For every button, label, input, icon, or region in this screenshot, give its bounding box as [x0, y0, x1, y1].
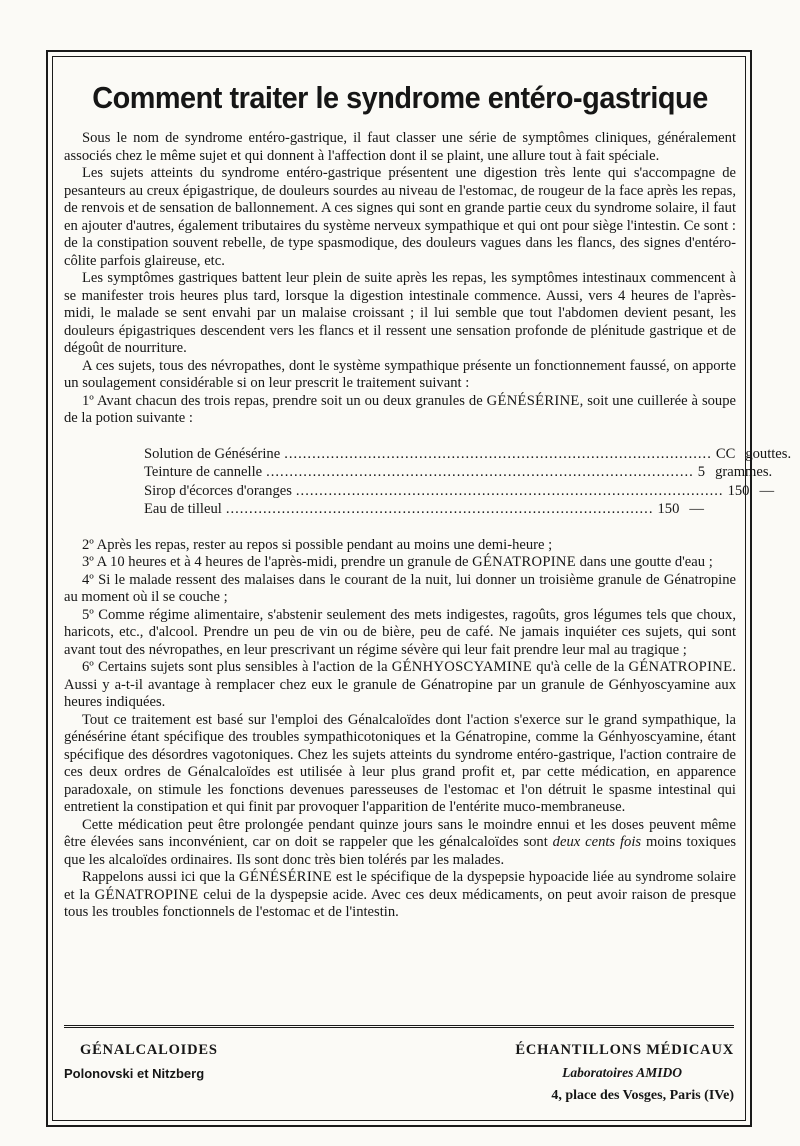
footer [64, 1040, 734, 1110]
formula-quantity: 5 [697, 464, 706, 481]
footer-makers: Polonovski et Nitzberg [64, 1066, 205, 1081]
leader-dots: ............................................................................................ [266, 464, 694, 481]
formula-quantity: 150 [727, 482, 750, 499]
formula-unit: — [689, 501, 704, 518]
paragraph-summary: Rappelons aussi ici que la GÉNÉSÉRINE est le spécifique de la dyspepsie hypoacide liée au syndrome solaire et la GÉNATROPINE celui de la dyspepsie acide. Avec ces deux médicaments, on peut avoir raison de presque tous les troubles fonctionnels de l'estomac et de l'intestin. [64, 869, 736, 921]
article-title: Comment traiter le syndrome entéro-gastrique [92, 80, 708, 115]
paragraph-step-6: 6º Certains sujets sont plus sensibles à l'action de la GÉNHYOSCYAMINE qu'à celle de la GÉNATROPINE. Aussi y a-t-il avantage à remplacer chez eux le granule de Génatropine par un granule de Génhyoscyamine aux heures indiquées. [64, 659, 736, 711]
paragraph-step-5: 5º Comme régime alimentaire, s'abstenir seulement des mets indigestes, ragoûts, gros légumes tels que choux, haricots, etc., d'alcool. Prendre un peu de vin ou de bière, peu de café. Ne jamais inquiéter ces sujets, qui sont avant tout des névropathes, en leur prescrivant un régime sévère qui leur fait prendre leur mal au tragique ; [64, 606, 736, 658]
footer-samples-heading: ÉCHANTILLONS MÉDICAUX [515, 1042, 734, 1058]
emphasis-deux-cents-fois: deux cents fois [552, 834, 642, 851]
paragraph-timing: Les symptômes gastriques battent leur plein de suite après les repas, les symptômes intestinaux commencent à se manifester trois heures plus tard, lorsque la digestion intestinale commence. Aussi, vers 4 heures de l'après-midi, le malade se sent envahi par un malaise croissant ; il lui semble que tout l'abdomen devient pesant, les douleurs épigastriques descendent vers les flancs et il ressent une sensation profonde de plénitude gastrique et de dégoût de nourriture. [64, 270, 736, 356]
formula-row [144, 500, 704, 519]
formula-ingredient: Solution de Génésérine [144, 445, 281, 462]
formula-ingredient: Sirop d'écorces d'oranges [144, 482, 292, 499]
product-genatropine: GÉNATROPINE [94, 886, 199, 903]
formula-unit: gouttes. [745, 445, 792, 462]
formula-quantity: CC [715, 445, 736, 462]
paragraph-step-4: 4º Si le malade ressent des malaises dans le courant de la nuit, lui donner un troisième granule de Génatropine au moment où il se couche ; [64, 571, 736, 606]
article [64, 78, 792, 922]
paragraph-mechanism: Tout ce traitement est basé sur l'emploi des Génalcaloïdes dont l'action s'exerce sur le grand sympathique, la génésérine étant spécifique des troubles sympathicotoniques et la Génatropine, comme la Génhyoscyamine, étant spécifique des désordres vagotoniques. Chez les sujets atteints du syndrome entéro-gastrique, l'action contraire de ces deux ordres de Génalcaloïdes est utilisée à leur plus grand profit et, par cette médication, en apparence paradoxale, on stimule les fonctions devenues paresseuses de l'estomac et l'on détruit le spasme intestinal qui entretient la constipation et qui finit par provoquer l'apparition de l'entérite muco-membraneuse. [64, 711, 736, 816]
product-genhyoscyamine: GÉNHYOSCYAMINE [391, 659, 533, 676]
paragraph-step-2: 2º Après les repas, rester au repos si possible pendant au moins une demi-heure ; [82, 536, 553, 553]
prescription-formula [144, 445, 792, 519]
footer-address: 4, place des Vosges, Paris (IVe) [551, 1088, 734, 1103]
leader-dots: ............................................................................................ [284, 445, 712, 462]
formula-row [144, 463, 773, 482]
footer-brand: GÉNALCALOIDES [80, 1042, 218, 1058]
product-geneserine: GÉNÉSÉRINE [486, 392, 580, 409]
formula-quantity: 150 [657, 501, 680, 518]
footer-laboratory: Laboratoires AMIDO [562, 1065, 682, 1080]
paragraph-intro: Sous le nom de syndrome entéro-gastrique, il faut classer une série de symptômes cliniques, généralement associés chez le même sujet et qui donnent à l'affection dont il se plaint, une allure tout à fait spéciale. [64, 130, 736, 164]
footer-divider [64, 1025, 734, 1028]
product-genatropine: GÉNATROPINE [628, 659, 733, 676]
formula-unit: grammes. [715, 464, 773, 481]
paragraph-symptoms: Les sujets atteints du syndrome entéro-gastrique présentent une digestion très lente qui s'accompagne de pesanteurs au creux épigastrique, de douleurs sourdes au niveau de l'estomac, de rougeur de la face après les repas, de renvois et de sensation de ballonnement. A ces signes qui sont en grande partie ceux du syndrome solaire, il faut en ajouter d'autres, également tributaires du système nerveux sympathique et qui ont pour siège l'intestin. Ce sont : de la constipation souvent rebelle, de type spasmodique, des douleurs vagues dans les flancs, des signes d'entéro-côlite parfois glaireuse, etc. [64, 165, 736, 269]
paragraph-step-1: 1º Avant chacun des trois repas, prendre soit un ou deux granules de GÉNÉSÉRINE, soit une cuillerée à soupe de la potion suivante : [64, 392, 736, 426]
formula-row [144, 482, 775, 501]
paragraph-step-3: 3º A 10 heures et à 4 heures de l'après-midi, prendre un granule de GÉNATROPINE dans une goutte d'eau ; [82, 554, 713, 571]
leader-dots: ............................................................................................ [295, 482, 724, 499]
product-genatropine: GÉNATROPINE [472, 554, 576, 571]
formula-row [144, 445, 792, 464]
paragraph-treatment-intro: A ces sujets, tous des névropathes, dont le système sympathique présente un fonctionnement faussé, on apporte un soulagement considérable si on leur prescrit le traitement suivant : [64, 357, 736, 391]
formula-ingredient: Eau de tilleul [144, 501, 222, 518]
formula-unit: — [759, 482, 775, 499]
leader-dots: ............................................................................................ [225, 501, 654, 518]
formula-ingredient: Teinture de cannelle [144, 464, 263, 481]
product-geneserine: GÉNÉSÉRINE [239, 869, 333, 886]
paragraph-duration: Cette médication peut être prolongée pendant quinze jours sans le moindre ennui et les doses peuvent même être élevées sans inconvénient, car on doit se rappeler que les génalcaloïdes sont deux cents fois moins toxiques que les alcaloïdes ordinaires. Ils sont donc très bien tolérés par les malades. [64, 816, 736, 868]
